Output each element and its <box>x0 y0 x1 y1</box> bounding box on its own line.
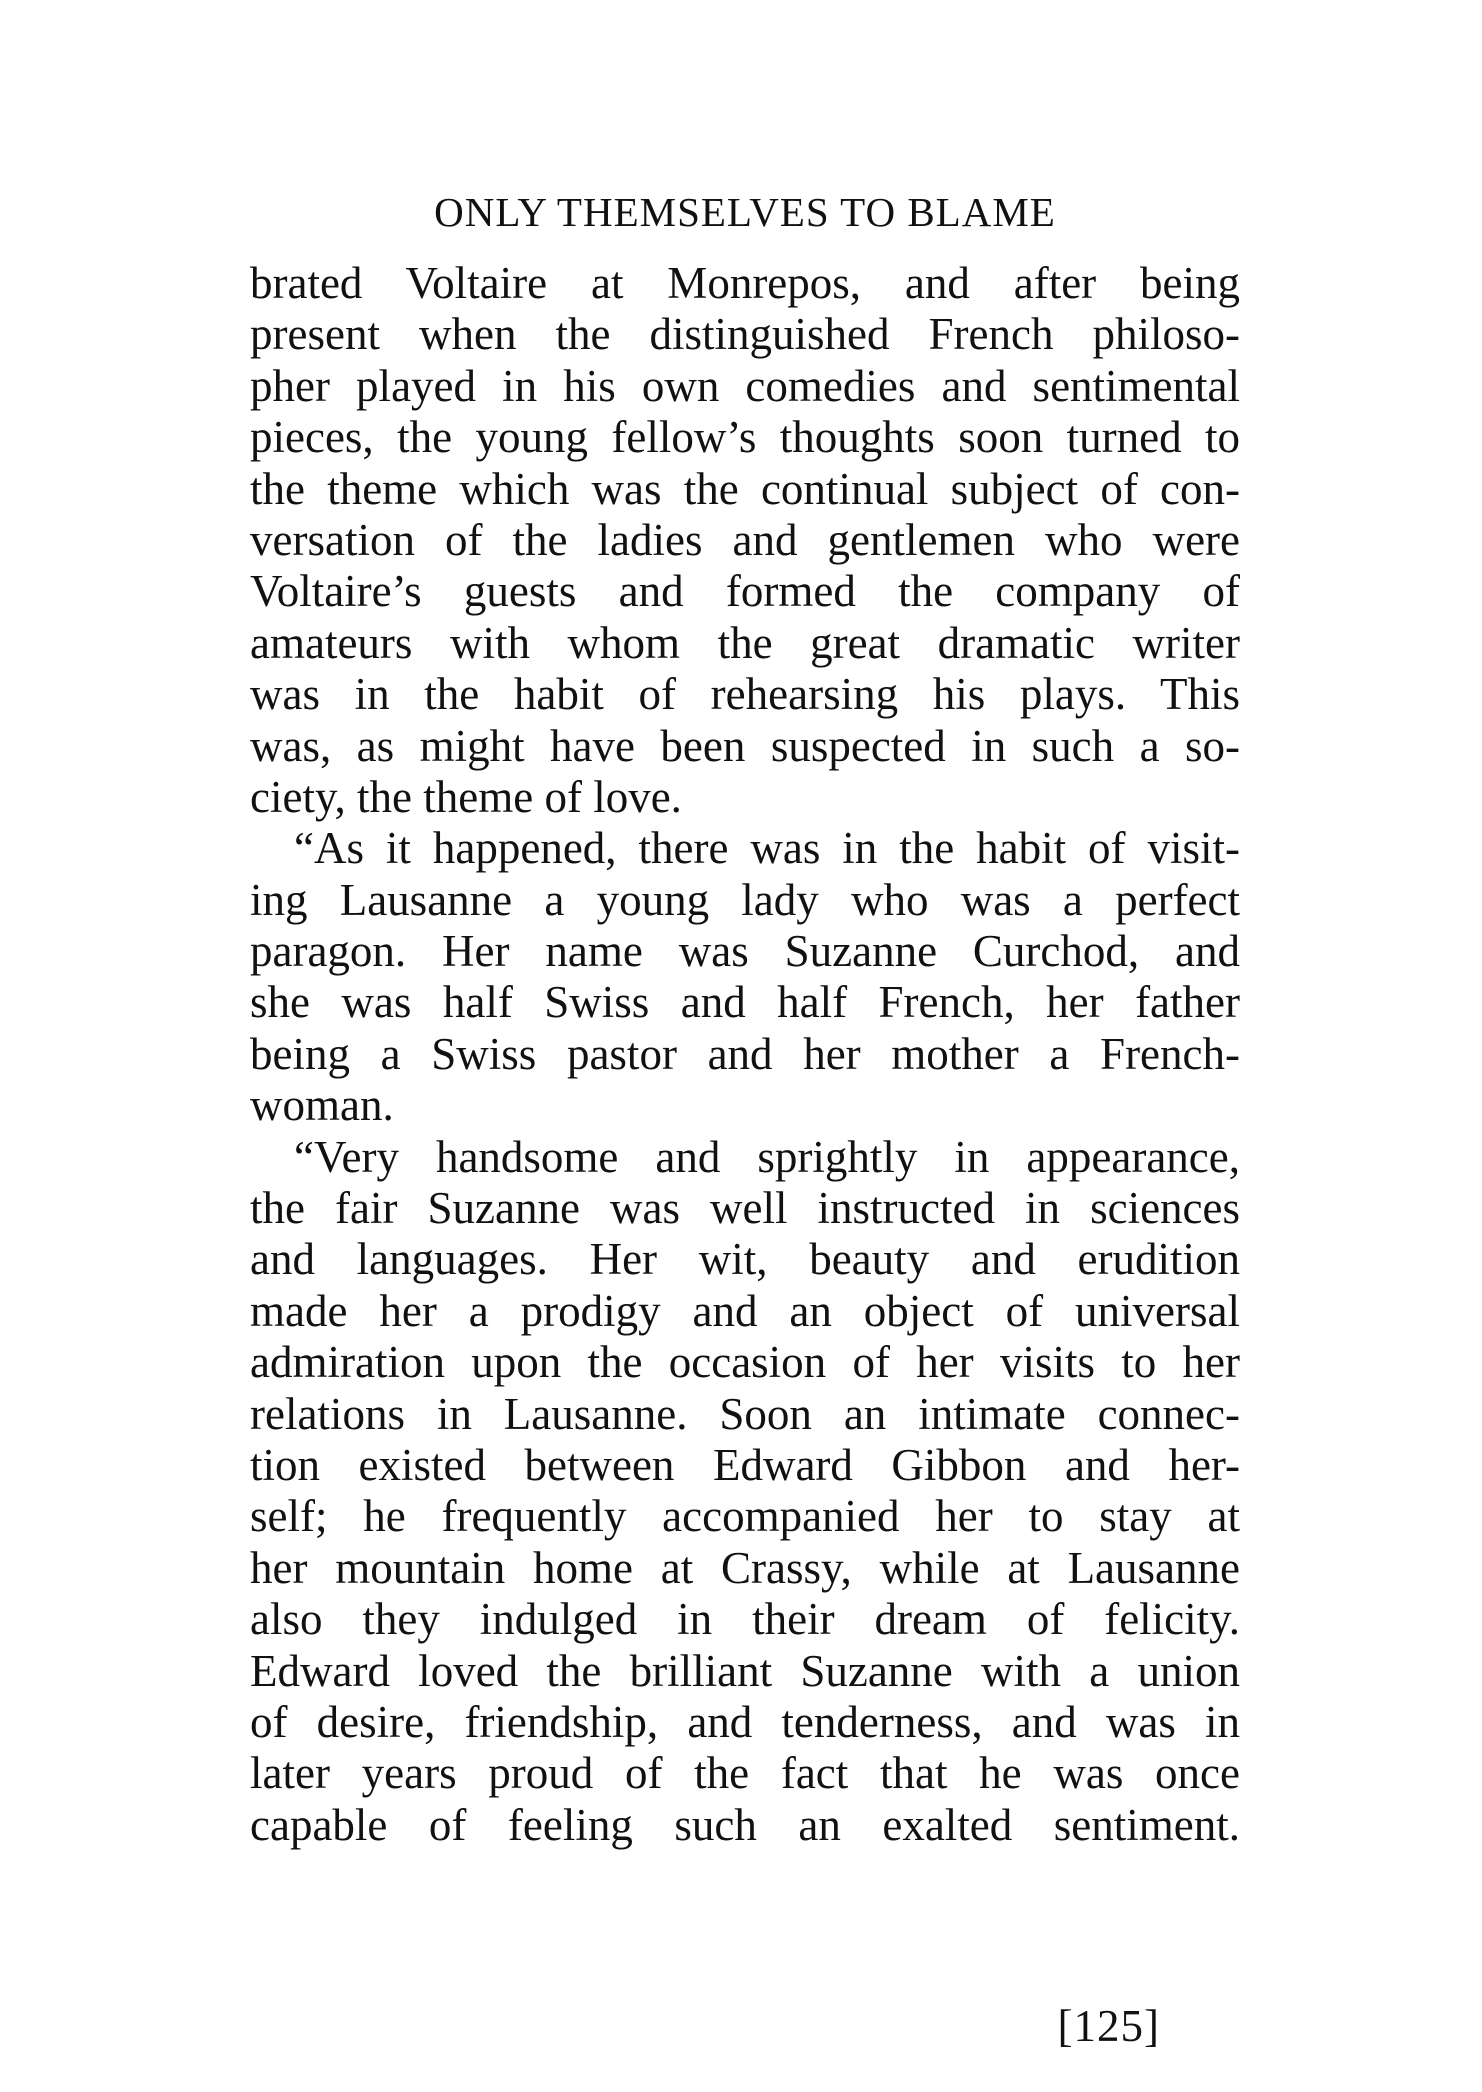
body-text <box>250 258 1240 1851</box>
text-line: “Very handsome and sprightly in appearance, <box>294 1131 1240 1182</box>
text-line: also they indulged in their dream of felicity. <box>250 1594 1240 1645</box>
text-line: “As it happened, there was in the habit of visit- <box>294 823 1240 874</box>
text-line: pieces, the young fellow’s thoughts soon turned to <box>250 412 1240 463</box>
text-line: made her a prodigy and an object of universal <box>250 1285 1240 1336</box>
text-line: admiration upon the occasion of her visits to her <box>250 1337 1240 1388</box>
text-line: she was half Swiss and half French, her father <box>250 977 1240 1028</box>
text-line: and languages. Her wit, beauty and erudition <box>250 1234 1240 1285</box>
text-line: her mountain home at Crassy, while at Lausanne <box>250 1542 1240 1593</box>
text-line: versation of the ladies and gentlemen who were <box>250 514 1240 565</box>
text-line: pher played in his own comedies and sentimental <box>250 360 1240 411</box>
text-line: woman. <box>250 1080 394 1131</box>
text-line: amateurs with whom the great dramatic writer <box>250 617 1240 668</box>
text-line: of desire, friendship, and tenderness, and was in <box>250 1696 1240 1747</box>
text-line: later years proud of the fact that he was once <box>250 1748 1240 1799</box>
text-line: capable of feeling such an exalted sentiment. <box>250 1799 1240 1850</box>
text-line: paragon. Her name was Suzanne Curchod, and <box>250 926 1240 977</box>
page-number: [125] <box>1057 2001 1160 2051</box>
text-line: ing Lausanne a young lady who was a perfect <box>250 874 1240 925</box>
running-head: ONLY THEMSELVES TO BLAME <box>434 189 1056 235</box>
text-line: brated Voltaire at Monrepos, and after being <box>250 258 1240 308</box>
text-line: Edward loved the brilliant Suzanne with a union <box>250 1645 1240 1696</box>
text-line: was in the habit of rehearsing his plays. This <box>250 669 1240 720</box>
text-line: ciety, the theme of love. <box>250 771 682 822</box>
text-line: being a Swiss pastor and her mother a French- <box>250 1028 1240 1079</box>
text-line: relations in Lausanne. Soon an intimate connec- <box>250 1388 1240 1439</box>
text-line: the fair Suzanne was well instructed in sciences <box>250 1183 1240 1234</box>
text-line: tion existed between Edward Gibbon and her- <box>250 1439 1240 1490</box>
text-line: self; he frequently accompanied her to stay at <box>250 1491 1240 1542</box>
text-line: the theme which was the continual subject of con- <box>250 463 1240 514</box>
text-line: was, as might have been suspected in such a so- <box>250 720 1240 771</box>
text-line: Voltaire’s guests and formed the company of <box>250 566 1240 617</box>
text-line: present when the distinguished French philoso- <box>250 309 1240 360</box>
